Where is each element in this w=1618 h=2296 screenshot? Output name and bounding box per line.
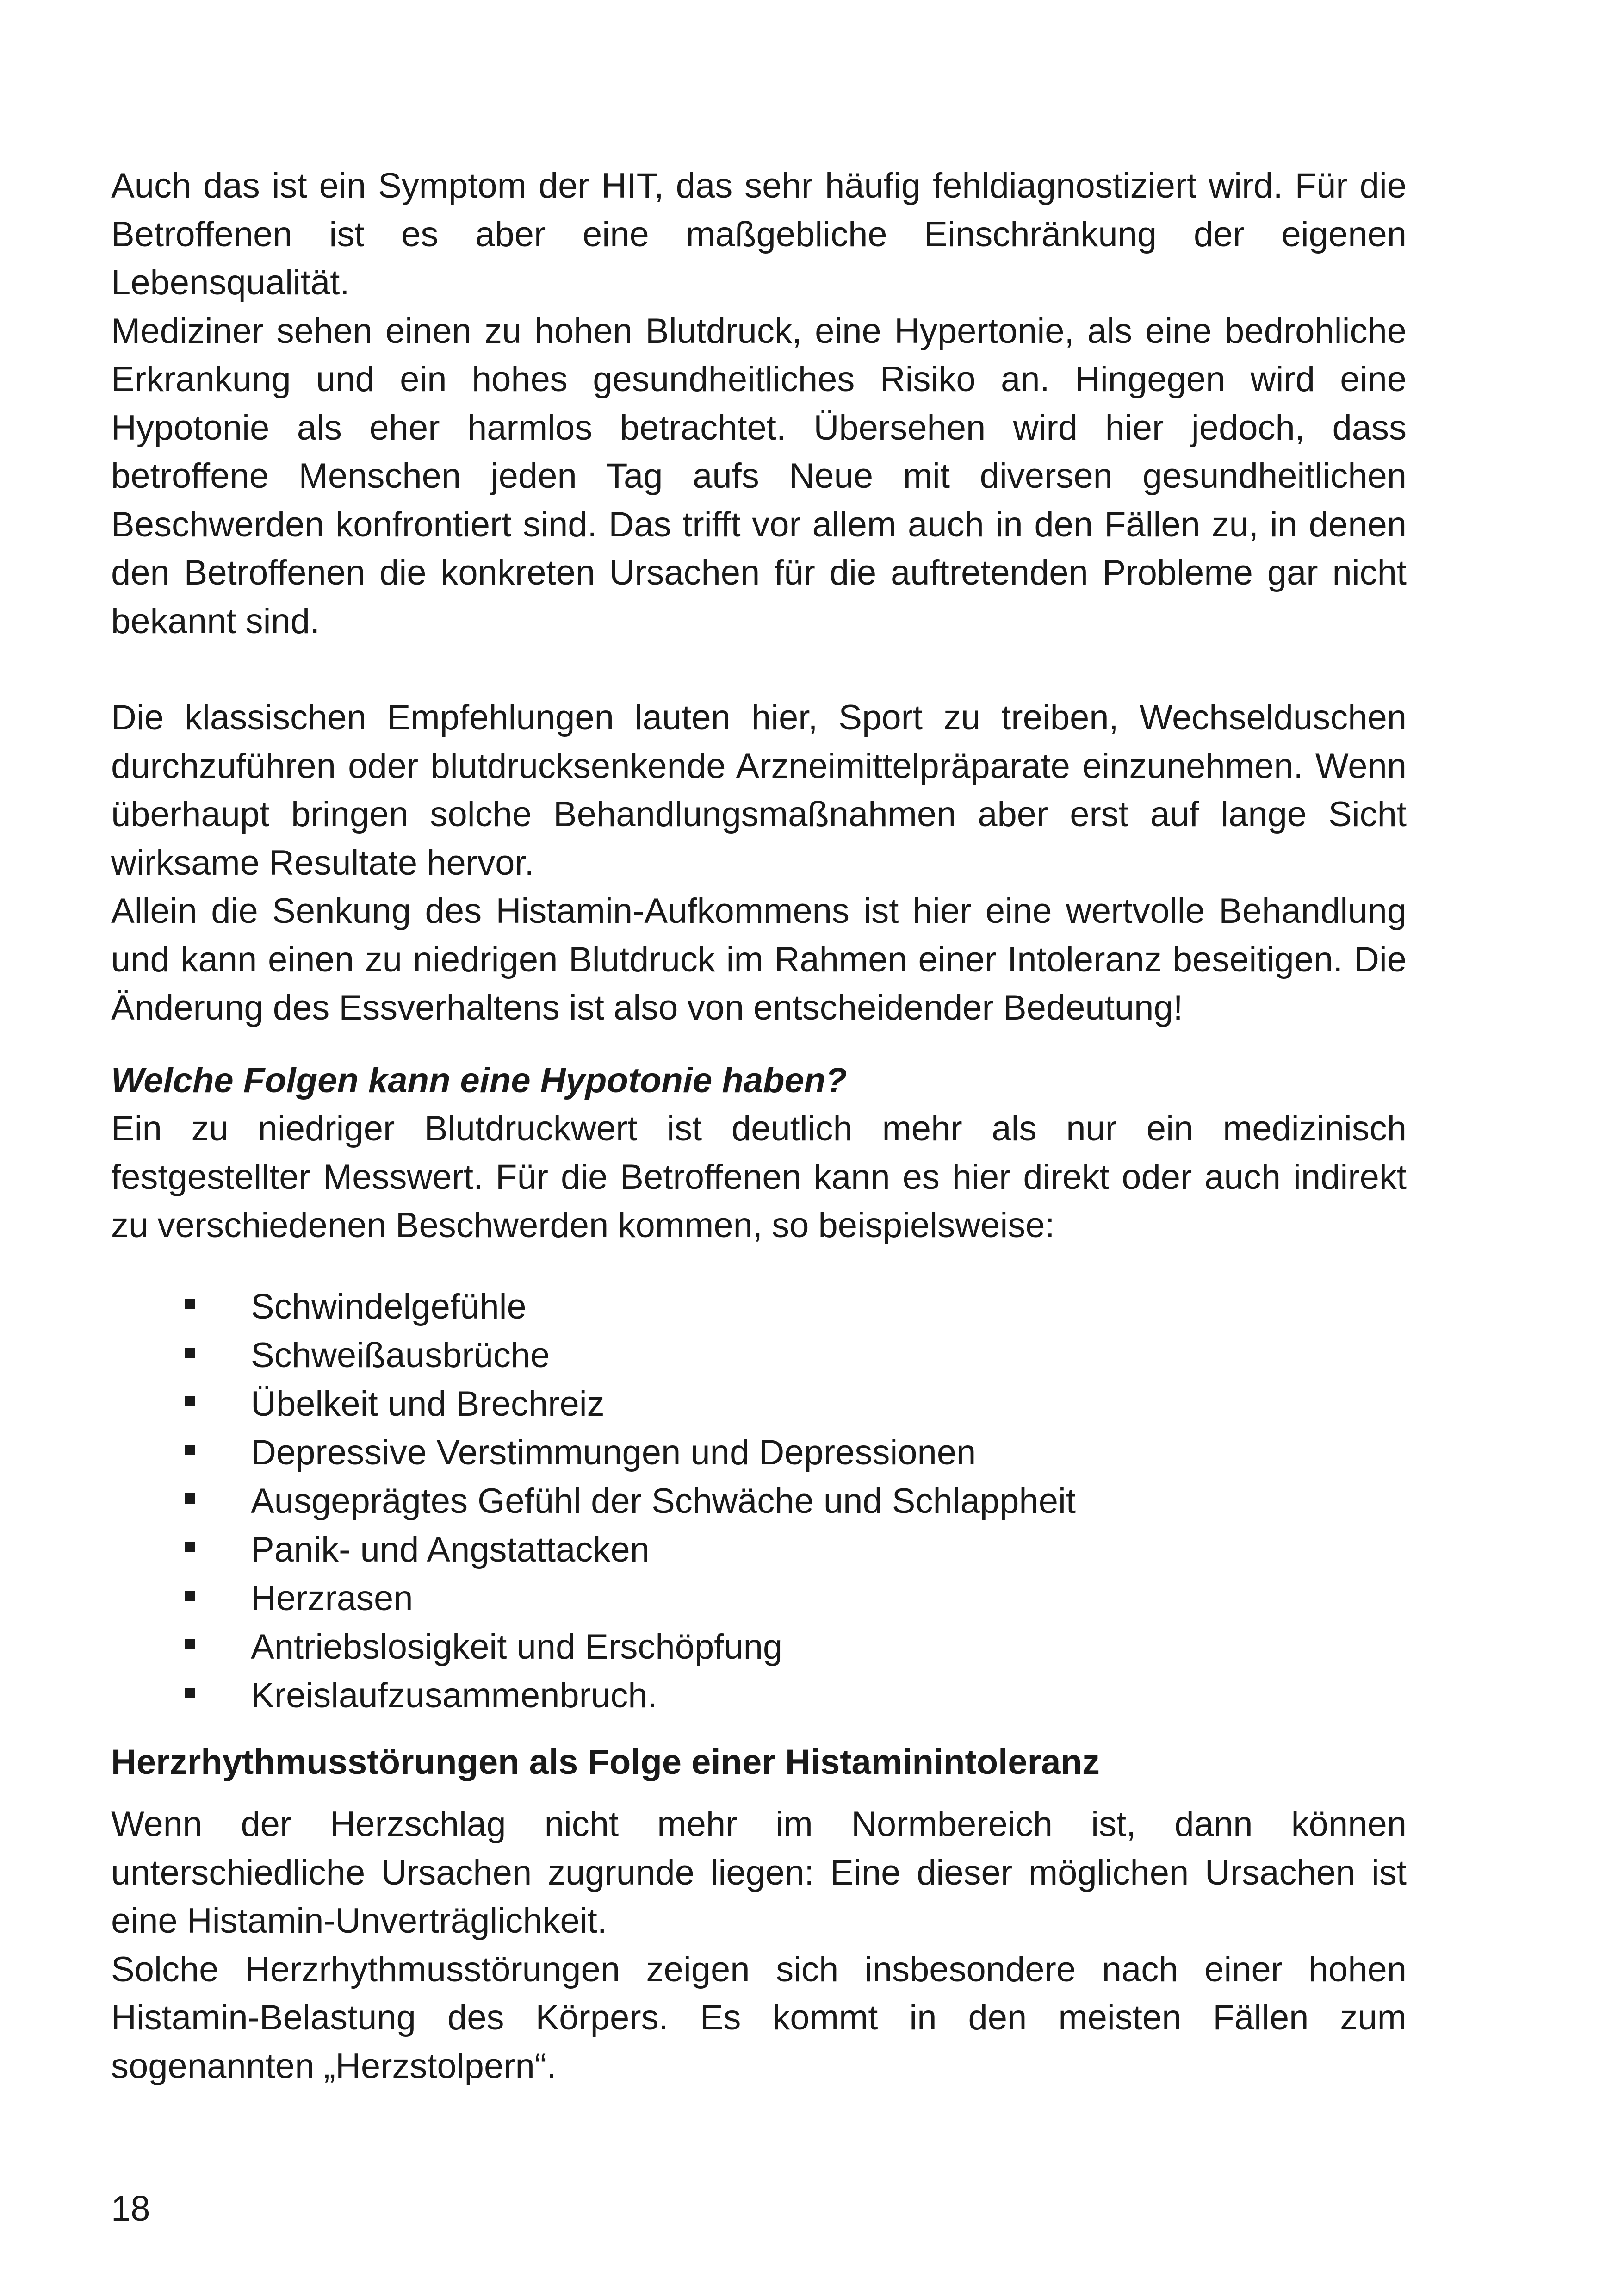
square-bullet-icon xyxy=(185,1396,195,1406)
spacer xyxy=(111,1033,1407,1057)
spacer xyxy=(111,1786,1407,1800)
page-number: 18 xyxy=(111,2189,150,2228)
section-heading-herzrhythmus: Herzrhythmusstörungen als Folge einer Histaminintoleranz xyxy=(111,1742,1100,1782)
list-item: Ausgeprägtes Gefühl der Schwäche und Schlappheit xyxy=(111,1477,1407,1525)
square-bullet-icon xyxy=(185,1542,195,1552)
spacer xyxy=(111,1250,1407,1282)
list-item: Antriebslosigkeit und Erschöpfung xyxy=(111,1623,1407,1671)
square-bullet-icon xyxy=(185,1591,195,1601)
list-item: Schweißausbrüche xyxy=(111,1331,1407,1380)
square-bullet-icon xyxy=(185,1493,195,1504)
page-content xyxy=(111,162,1407,2091)
list-item: Depressive Verstimmungen und Depressionen xyxy=(111,1428,1407,1477)
paragraph-empfehlungen: Die klassischen Empfehlungen lauten hier, Sport zu treiben, Wechselduschen durchzuführen oder blutdrucksenkende Arzneimittelpräparate einzunehmen. Wenn überhaupt bringen solche Behandlungsmaßnahmen aber erst auf lange Sicht wirksame Resultate hervor. xyxy=(111,698,1407,883)
square-bullet-icon xyxy=(185,1639,195,1649)
square-bullet-icon xyxy=(185,1299,195,1309)
list-item: Kreislaufzusammenbruch. xyxy=(111,1671,1407,1720)
list-item: Herzrasen xyxy=(111,1574,1407,1623)
paragraph-herzschlag: Wenn der Herzschlag nicht mehr im Normbereich ist, dann können unterschiedliche Ursachen zugrunde liegen: Eine dieser möglichen Ursachen ist eine Histamin-Unverträglichkeit. xyxy=(111,1804,1407,1941)
paragraph-folgen: Ein zu niedriger Blutdruckwert ist deutlich mehr als nur ein medizinisch festgestellter Messwert. Für die Betroffenen kann es hier direkt oder auch indirekt zu verschiedenen Beschwerden kommen, so beispielsweise: xyxy=(111,1109,1407,1245)
section-heading-hypotonie: Welche Folgen kann eine Hypotonie haben? xyxy=(111,1060,847,1100)
list-item: Schwindelgefühle xyxy=(111,1282,1407,1331)
square-bullet-icon xyxy=(185,1445,195,1455)
paragraph-hypertonie: Mediziner sehen einen zu hohen Blutdruck, eine Hypertonie, als eine bedrohliche Erkrankung und ein hohes gesundheitliches Risiko an. Hingegen wird eine Hypotonie als eher harmlos betrachtet. Übersehen wird hier jedoch, dass betroffene Menschen jeden Tag aufs Neue mit diversen gesundheitlichen Beschwerden konfrontiert sind. Das trifft vor allem auch in den Fällen zu, in denen den Betroffenen die konkreten Ursachen für die auftretenden Probleme gar nicht bekannt sind. xyxy=(111,311,1407,641)
list-item: Panik- und Angstattacken xyxy=(111,1525,1407,1574)
spacer xyxy=(111,646,1407,694)
spacer xyxy=(111,1720,1407,1738)
square-bullet-icon xyxy=(185,1688,195,1698)
symptom-list xyxy=(111,1282,1407,1720)
paragraph-histamin-senkung: Allein die Senkung des Histamin-Aufkommens ist hier eine wertvolle Behandlung und kann einen zu niedrigen Blutdruck im Rahmen einer Intoleranz beseitigen. Die Änderung des Essverhaltens ist also von entscheidender Bedeutung! xyxy=(111,891,1407,1027)
paragraph-hit-symptom: Auch das ist ein Symptom der HIT, das sehr häufig fehldiagnostiziert wird. Für die Betroffenen ist es aber eine maßgebliche Einschränkung der eigenen Lebensqualität. xyxy=(111,166,1407,302)
square-bullet-icon xyxy=(185,1348,195,1358)
list-item: Übelkeit und Brechreiz xyxy=(111,1380,1407,1428)
paragraph-herzstolpern: Solche Herzrhythmusstörungen zeigen sich insbesondere nach einer hohen Histamin-Belastung des Körpers. Es kommt in den meisten Fällen zum sogenannten „Herzstolpern“. xyxy=(111,1949,1407,2086)
